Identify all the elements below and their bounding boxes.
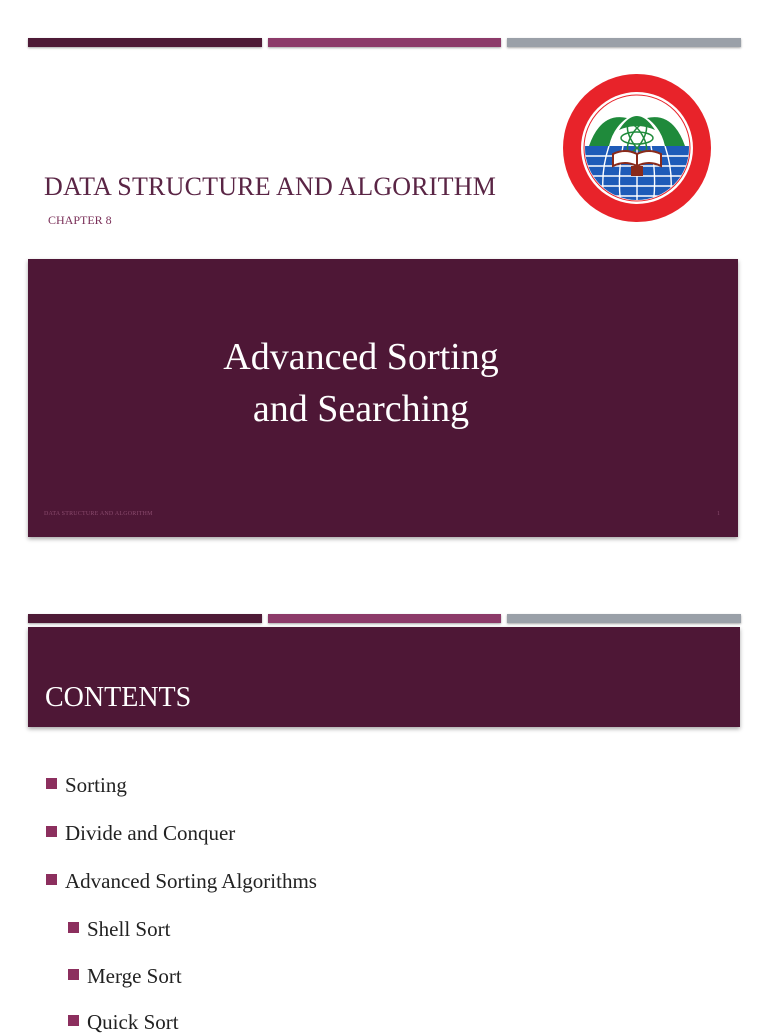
title-slide-panel (28, 259, 738, 537)
contents-header-panel (28, 627, 740, 727)
list-item-label: Quick Sort (87, 1010, 179, 1034)
page-number: 1 (717, 511, 720, 517)
accent-bar-plum (268, 614, 502, 623)
list-item-label: Sorting (65, 773, 127, 797)
accent-bar-plum (268, 38, 502, 47)
accent-bar-gray (507, 614, 741, 623)
bullet-square-icon (68, 1015, 79, 1026)
bullet-square-icon (68, 922, 79, 933)
accent-bar-dark (28, 614, 262, 623)
slide2-accent-bars (28, 614, 741, 624)
slide-main-title: Advanced Sorting and Searching (223, 336, 499, 430)
bullet-square-icon (46, 874, 57, 885)
list-item-label: Merge Sort (87, 964, 182, 988)
chapter-label: CHAPTER 8 (48, 213, 112, 227)
bullet-square-icon (46, 778, 57, 789)
slide1-accent-bars (28, 38, 741, 48)
bullet-square-icon (46, 826, 57, 837)
accent-bar-dark (28, 38, 262, 47)
bullet-square-icon (68, 969, 79, 980)
contents-heading: CONTENTS (45, 682, 192, 713)
list-item-label: Advanced Sorting Algorithms (65, 869, 317, 893)
university-logo-icon (561, 72, 713, 224)
list-item-label: Divide and Conquer (65, 821, 236, 845)
list-item-label: Shell Sort (87, 917, 171, 941)
slide-footer: DATA STRUCTURE AND ALGORITHM (44, 511, 153, 517)
slide-title: DATA STRUCTURE AND ALGORITHM (44, 172, 497, 201)
accent-bar-gray (507, 38, 741, 47)
